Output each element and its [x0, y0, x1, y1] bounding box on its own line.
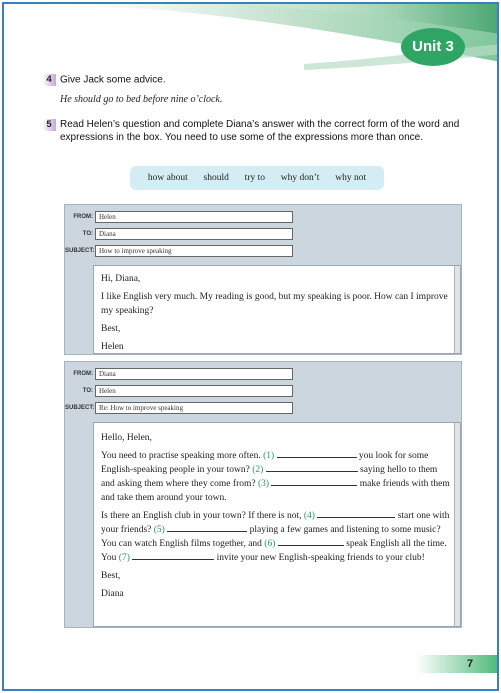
- word-option: should: [203, 173, 229, 183]
- page-number-tab: [416, 655, 498, 673]
- email-greeting: Hi, Diana,: [101, 274, 141, 284]
- to-label: TO:: [82, 388, 93, 394]
- email-paragraph-1: [101, 449, 453, 505]
- text-segment: invite your new English-speaking friends to your club!: [216, 553, 425, 563]
- to-label: TO:: [82, 231, 93, 237]
- answer-blank[interactable]: [277, 449, 357, 458]
- to-field: Helen: [95, 385, 293, 397]
- page-frame: [2, 2, 499, 691]
- email-body: [93, 422, 461, 627]
- question-text: Give Jack some advice.: [60, 74, 166, 86]
- blank-number: (6): [264, 539, 276, 549]
- blank-number: (4): [303, 511, 315, 521]
- text-segment: saying hello to them and asking them where they come from?: [101, 465, 438, 489]
- question-text: Read Helen’s question and complete Diana’s answer with the correct form of the word and expressions in the box. You need to use some of the expressions more than once.: [60, 119, 460, 143]
- question-number: 5: [42, 119, 56, 131]
- from-label: FROM:: [73, 371, 93, 377]
- from-field: Helen: [95, 211, 293, 223]
- answer-blank[interactable]: [271, 477, 357, 486]
- question-5: [42, 118, 462, 144]
- word-option: why not: [335, 173, 367, 183]
- from-label: FROM:: [73, 214, 93, 220]
- answer-blank[interactable]: [278, 537, 344, 546]
- question-4: [42, 74, 166, 86]
- subject-label: SUBJECT:: [65, 248, 95, 254]
- text-segment: make friends with them and take them around your town.: [101, 479, 450, 503]
- email-signature: Helen: [101, 342, 124, 352]
- subject-label: SUBJECT:: [65, 405, 95, 411]
- answer-blank[interactable]: [167, 523, 247, 532]
- blank-number: (2): [252, 465, 264, 475]
- unit-badge: Unit 3: [401, 28, 465, 66]
- blank-number: (5): [153, 525, 165, 535]
- answer-blank[interactable]: [266, 463, 358, 472]
- to-field: Diana: [95, 228, 293, 240]
- text-segment: you look for some English-speaking people in your town?: [101, 451, 429, 475]
- question-number: 4: [42, 74, 56, 86]
- email-signature: Diana: [101, 589, 124, 599]
- text-segment: start one with your friends?: [101, 511, 450, 535]
- email-diana: [64, 361, 462, 628]
- text-segment: speak English all the time. You: [101, 539, 447, 563]
- word-option: how about: [147, 173, 188, 183]
- page-number: 7: [466, 658, 474, 670]
- text-segment: playing a few games and listening to some music? You can watch English films together, and: [101, 525, 441, 549]
- email-helen: [64, 204, 462, 355]
- email-text: I like English very much. My reading is good, but my speaking is poor. How can I improve my speaking?: [101, 292, 448, 316]
- email-greeting: Hello, Helen,: [101, 433, 152, 443]
- email-body: [93, 265, 461, 354]
- from-field: Diana: [95, 368, 293, 380]
- example-answer: He should go to bed before nine o’clock.: [60, 94, 223, 105]
- blank-number: (7): [118, 553, 130, 563]
- email-closing: Best,: [101, 324, 121, 334]
- subject-field: Re: How to improve speaking: [95, 402, 293, 414]
- word-option: why don’t: [280, 173, 320, 183]
- scrollbar[interactable]: [454, 423, 460, 626]
- email-paragraph-2: [101, 509, 453, 565]
- blank-number: (1): [263, 451, 275, 461]
- scrollbar[interactable]: [454, 266, 460, 353]
- email-closing: Best,: [101, 571, 121, 581]
- word-box: [130, 166, 384, 190]
- text-segment: You need to practise speaking more often.: [101, 451, 261, 461]
- word-option: try to: [244, 173, 265, 183]
- answer-blank[interactable]: [317, 509, 395, 518]
- blank-number: (3): [257, 479, 270, 489]
- subject-field: How to improve speaking: [95, 245, 293, 257]
- answer-blank[interactable]: [132, 551, 214, 560]
- text-segment: Is there an English club in your town? If there is not,: [101, 511, 302, 521]
